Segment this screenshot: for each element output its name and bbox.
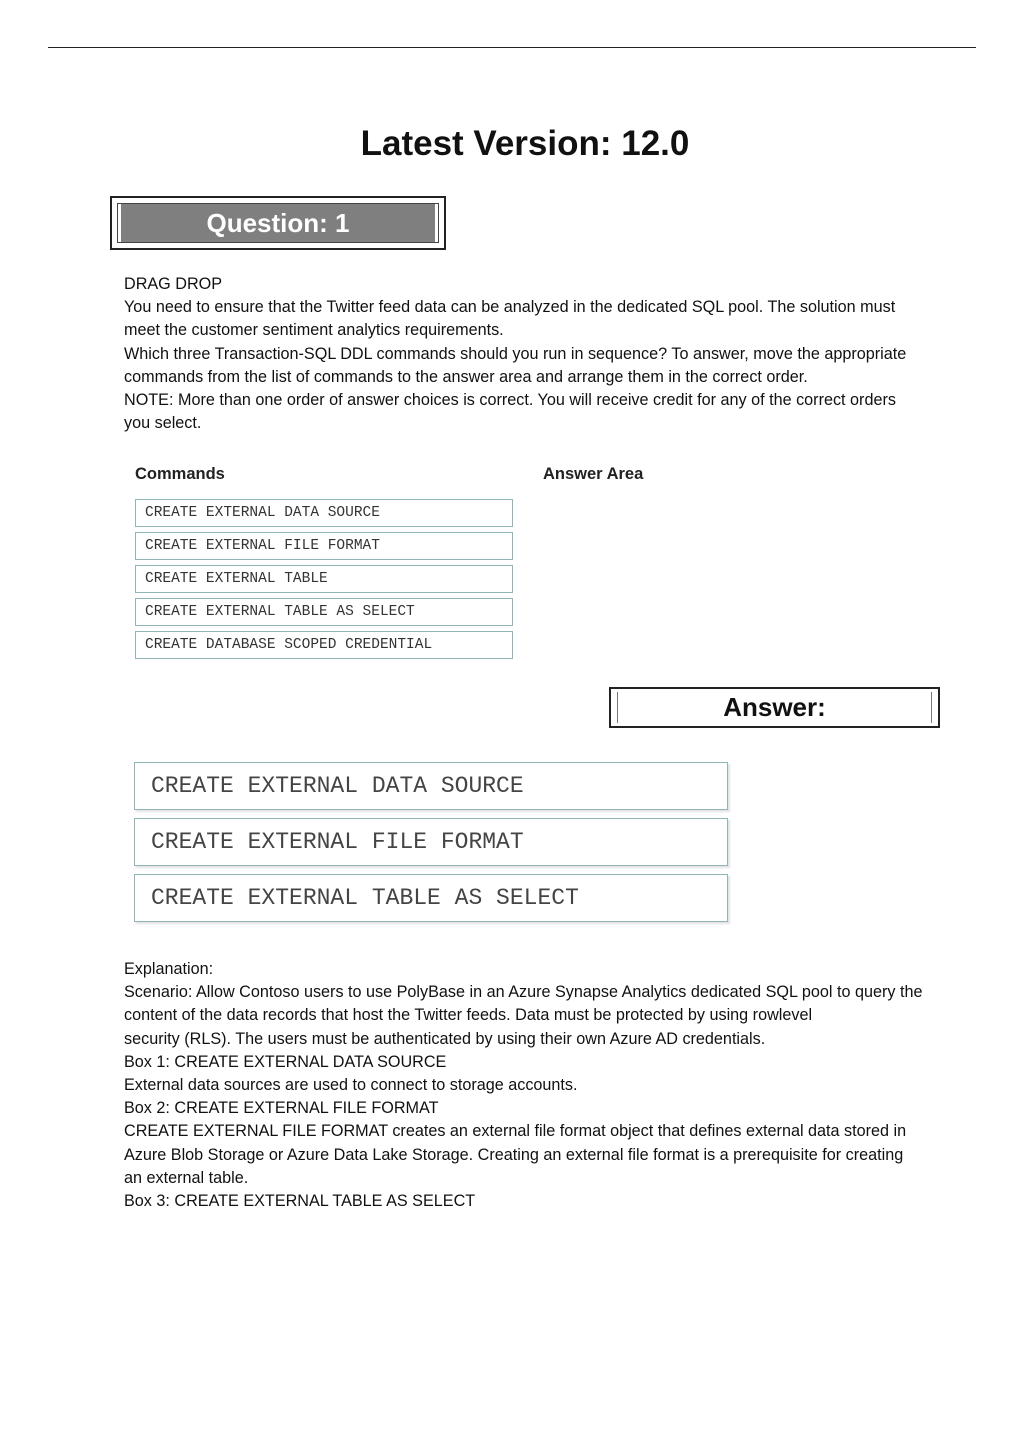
- answer-area-heading: Answer Area: [543, 465, 644, 483]
- explanation-heading: Explanation:: [124, 960, 214, 978]
- explanation-line: Scenario: Allow Contoso users to use PolyBase in an Azure Synapse Analytics dedicated SQL pool to query the content of the data records that host the Twitter feeds. Data must be protected by using rowlevel: [124, 983, 923, 1025]
- question-label-box: [110, 196, 446, 250]
- command-item: CREATE EXTERNAL TABLE: [135, 565, 513, 593]
- command-item: CREATE EXTERNAL FILE FORMAT: [135, 532, 513, 560]
- answer-list: [134, 762, 728, 930]
- question-text: [124, 273, 924, 435]
- explanation-line: CREATE EXTERNAL FILE FORMAT creates an external file format object that defines external data stored in Azure Blob Storage or Azure Data Lake Storage. Creating an external file format is a prerequisite for creating an external table.: [124, 1122, 907, 1187]
- command-item: CREATE DATABASE SCOPED CREDENTIAL: [135, 631, 513, 659]
- explanation-line: Box 3: CREATE EXTERNAL TABLE AS SELECT: [124, 1192, 476, 1211]
- commands-heading: Commands: [135, 465, 225, 483]
- explanation-line: Box 2: CREATE EXTERNAL FILE FORMAT: [124, 1099, 439, 1118]
- explanation-line: External data sources are used to connect to storage accounts.: [124, 1076, 578, 1095]
- commands-list: [135, 499, 513, 664]
- question-type: DRAG DROP: [124, 275, 223, 293]
- explanation-line: Box 1: CREATE EXTERNAL DATA SOURCE: [124, 1052, 447, 1071]
- command-item: CREATE EXTERNAL TABLE AS SELECT: [135, 598, 513, 626]
- explanation-text: [124, 958, 924, 1213]
- answer-item: CREATE EXTERNAL DATA SOURCE: [134, 762, 728, 810]
- question-paragraph: Which three Transaction-SQL DDL commands should you run in sequence? To answer, move the appropriate commands from the list of commands to the answer area and arrange them in the correct order.: [124, 344, 907, 386]
- answer-item: CREATE EXTERNAL FILE FORMAT: [134, 818, 728, 866]
- top-divider: [48, 47, 976, 48]
- explanation-line: security (RLS). The users must be authenticated by using their own Azure AD credentials.: [124, 1029, 766, 1048]
- command-item: CREATE EXTERNAL DATA SOURCE: [135, 499, 513, 527]
- question-note: NOTE: More than one order of answer choices is correct. You will receive credit for any of the correct orders you select.: [124, 391, 896, 433]
- answer-label: Answer:: [617, 692, 932, 723]
- answer-label-box: [609, 687, 940, 728]
- page-title: Latest Version: 12.0: [360, 124, 690, 163]
- answer-item: CREATE EXTERNAL TABLE AS SELECT: [134, 874, 728, 922]
- question-paragraph: You need to ensure that the Twitter feed data can be analyzed in the dedicated SQL pool. The solution must meet the customer sentiment analytics requirements.: [124, 298, 896, 340]
- question-label: Question: 1: [117, 203, 439, 243]
